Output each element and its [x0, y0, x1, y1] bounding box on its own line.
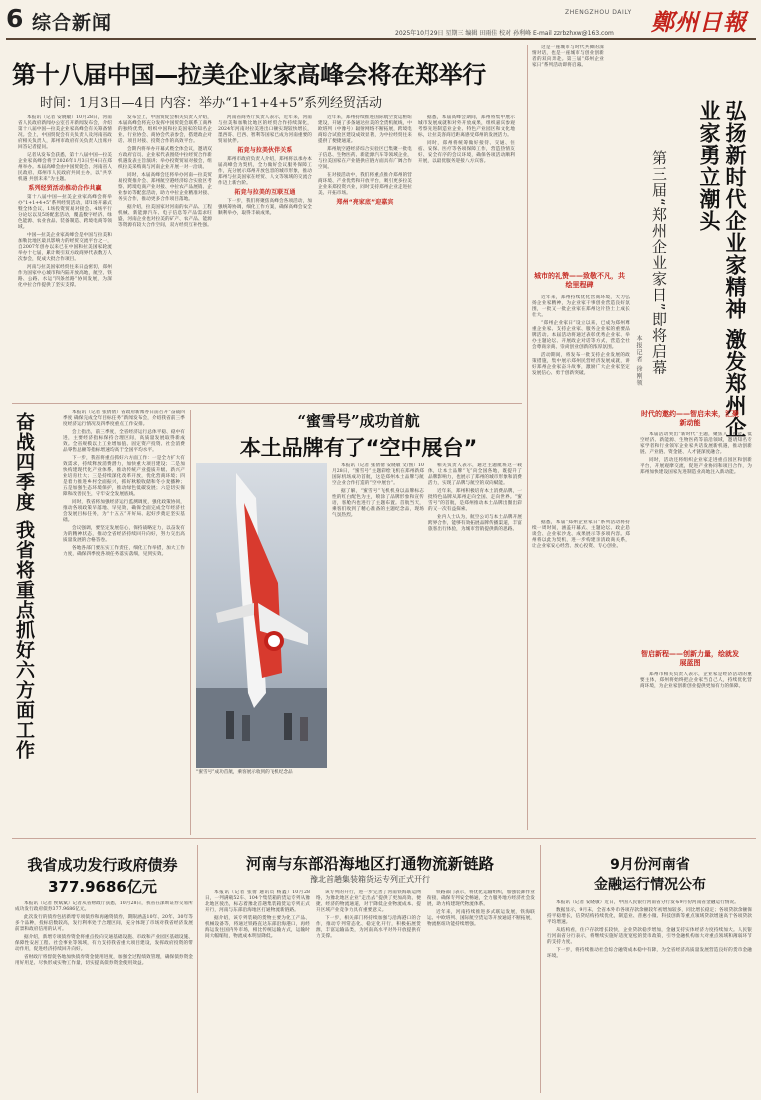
story1-para: 郑州市政府负责人介绍，郑州将以承办本届高峰会为契机，全力做好会议服务保障工作，充分展示郑州开放包容的城市形象，推动郑州与拉美国家在经贸、人文等领域的交流合作迈上新台阶。: [218, 157, 312, 186]
story4-col-b: [640, 432, 752, 632]
story6-para: 此次发行的债券包括新增专项债券和再融资债券，期限涵盖10年、20年、30年等多个品种，投标倍数较高，发行利率处于合理区间，充分体现了市场对我省经济发展前景和政府信用的认可。: [15, 915, 193, 932]
divider: [12, 838, 756, 839]
story3-para: 相关负责人表示，通过主题航班这一载体，让本土品牌“飞”向全国各地，既提升了品牌影响力，也展示了郑州的城市形象和消费活力，实现了品牌与航空的双向赋能。: [428, 463, 522, 486]
story4-col-a: [532, 295, 630, 515]
photo-caption: “蜜雪号”成功首航，乘客展示收到的飞机纪念品: [196, 770, 293, 775]
story4-subhead-1: 城市的礼赞——致敬不凡，共绘里程碑: [534, 272, 625, 289]
story6-title: 我省成功发行政府债券: [27, 856, 178, 874]
story2-para: 同时，我省将加强经济运行监测调度，强化政策协同，推动各项政策早落地、早见效，确保全面完成全年经济社会发展目标任务，为“十五五”开好局、起好步奠定坚实基础。: [63, 500, 185, 523]
divider: [197, 845, 198, 1093]
divider: [540, 845, 541, 1093]
story3-col2: [428, 463, 522, 833]
story6-body: [15, 901, 193, 1091]
story1-col5: [418, 115, 515, 400]
story5-para: 近年来，河南持续推进多式联运发展，铁海联运、中欧班列、国际航空货运等开放通道不断拓展，物流枢纽功能持续增强。: [427, 910, 535, 927]
story4-para: 本届活动突出“新时代”主题，聚焦人工智能、低空经济、新能源、生物医药等前沿领域，邀请知名专家学者和行业领军企业家共话发展新机遇，推动创新链、产业链、资金链、人才链深度融合。: [640, 432, 752, 455]
story1-para: 下一步，我们将聚焦高峰会各项活动，加强统筹协调，细化工作方案，确保高峰会安全顺利举办，取得丰硕成果。: [218, 199, 312, 216]
story4-lead: 这是一座城市与时代共舞的深情对话，也是一座城市与创业创新者的双向奔赴。第三届“郑州企业家日”系列活动即将启幕。: [532, 45, 604, 68]
story6-para: 据介绍，新增专项债券资金将重点投向交通基础设施、市政和产业园区基础设施、保障性安居工程、社会事业等领域，有力支持我省重大项目建设，发挥政府投资的带动作用，促进经济持续回升向好。: [15, 935, 193, 952]
story5-para: 下一步，相关部门将持续加强与沿海港口的合作，推动专列常态化、稳定化开行，积极拓展货源，丰富运输品类，为河南高水平对外开放提供有力支撑。: [316, 916, 421, 939]
story7-para: 数据显示，9月末，全省本外币各项存款余额较年初增加较多，同比增长稳定；各项贷款余额保持平稳增长，信贷结构持续优化，制造业、普惠小微、科技创新等重点领域贷款增速高于各项贷款平均增速。: [547, 908, 752, 925]
story5-col3: [427, 890, 535, 1090]
story4-para: 活动期间，将发布一批支持企业发展的政策措施，集中展示郑州民营经济发展成就，讲好郑州企业家奋斗故事，激励广大企业家坚定发展信心、勇于创新突破。: [532, 353, 630, 376]
divider: [190, 410, 191, 835]
story2-title: 奋战四季度 我省将重点抓好六方面工作: [13, 412, 35, 760]
story1-subtitle: 时间：1月3日—4日 内容：举办“1+1+4+5”系列经贸活动: [40, 96, 382, 111]
story1-col3: [218, 115, 312, 400]
story4-subhead-3: 智启新程——创新力量，绘就发展蓝图: [641, 650, 739, 667]
masthead: [0, 0, 761, 40]
story3-lead: 本报讯（记者 张倩倩 安晓敏 文/图）10月28日，“蜜雪号”主题彩绘飞机在郑州新郑国际机场成功首航，这是郑州本土品牌与航空企业合作打造的“空中展台”。: [332, 463, 424, 486]
story1-subhead-4: 郑州“亮家底”迎嘉宾: [336, 199, 394, 206]
masthead-rule: [6, 38, 756, 40]
story7-title-1: 9月份河南省: [610, 857, 690, 873]
story2-para: 会议强调，要坚定发展信心，保持战略定力，以奋发有为的精神状态，推动全省经济持续回升向好，努力交出高质量发展的合格答卷。: [63, 526, 185, 543]
story4-col-c: [532, 520, 630, 830]
story4-subhead-2: 时代的邀约——智启未来，汇聚新动能: [641, 410, 739, 427]
story3-col0: [196, 784, 327, 834]
story5-lead: 本报讯（记者 张倩 通讯员 杨鑫）10月28日，一列满载52车、104个集装箱的货运专列从豫北地区驶出，标志着豫北首趟集装箱货运专列正式开行，河南与东部沿海地区打通物流新链路。: [205, 890, 310, 913]
story5-para: 据介绍，该专列装载的货物主要为化工产品、机械设备等，将通过铁路直达东部沿海港口，再经海运发往国内外市场，相比传统运输方式，运输时间大幅缩短，物流成本明显降低。: [205, 916, 310, 939]
story3-para: 近年来，郑州积极培育本土消费品牌，一批特色品牌从郑州走向全国、走向世界。“蜜雪号”的首航，是郑州推动本土品牌出圈出彩的又一次有益探索。: [428, 489, 522, 512]
story5-col1: [205, 890, 310, 1090]
story1-para: 郑州航空港经济综合实验区已集聚一批电子信息、生物医药、新能源汽车等领域企业，与拉美国家在产业链供应链方面具有广阔合作空间。: [318, 147, 412, 170]
airplane-photo: [196, 463, 327, 768]
story1-title: 第十八届中国—拉美企业家高峰会将在郑举行: [12, 61, 486, 89]
story2-para: 各地各部门要压实工作责任，细化工作举措，加大工作力度，确保四季度各项任务落实落细，见到实效。: [63, 546, 185, 557]
story1-para: 中国—拉美企业家高峰会是中国与拉美和加勒比地区最具影响力的经贸交流平台之一，自2007年创办以来已在中国和拉美国家轮流举办十七届，累计吸引双方政商界代表数万人次参会，促成大批合作项目。: [18, 233, 112, 262]
story4-para: 同时，活动还将组织企业家走进重点园区和创新平台，开展观摩交流，促进产业协同和项目合作，为郑州加快建设国家先进制造业高地注入新动能。: [640, 458, 752, 475]
story1-para: 同时，郑州将统筹做好接待、交通、住宿、安保、医疗等各项保障工作，营造热情友好、安全有序的会议环境，确保各项活动顺利开展，以最优服务迎接八方宾客。: [418, 141, 515, 164]
story1-subhead-1: 系列经贸活动推动合作共赢: [28, 185, 102, 192]
story3-para: 业内人士认为，航空公司与本土品牌开展跨界合作，能够有效拓展品牌传播渠道，丰富旅客出行体验，为城市营销提供新的思路。: [428, 515, 522, 532]
story1-para: 第十八届中国—拉美企业家高峰会将举办“1+1+4+5”系列经贸活动，即1场开幕式暨全体会议、1场投资贸易对接会、4场平行分论坛以及5场配套活动，覆盖数字经济、绿色能源、农业食品、装备制造、跨境电商等领域。: [18, 195, 112, 230]
story3-kicker: “蜜雪号”成功首航: [297, 412, 420, 430]
story2-para: 下一步，我省将重点抓好六方面工作：一是全力扩大有效需求，持续释放消费潜力，加快重大项目建设；二是加快构建现代化产业体系，推动传统产业提质升级、新兴产业培育壮大；三是持续深化改革开放，优化营商环境；四是着力推进乡村全面振兴，抓好秋粮收储和冬小麦播种；五是加强生态环境保护，推动绿色低碳发展；六是切实保障和改善民生，守牢安全发展底线。: [63, 456, 185, 497]
story3-para: 据了解，“蜜雪号”飞机机身以品牌标志性的红白配色为主，喷涂了品牌形象和宣传语，客舱内也进行了主题布置。首航当天，乘客们收到了精心准备的主题纪念品，现场气氛热烈。: [332, 489, 424, 518]
story1-para: 发布会上，中国贸促会相关负责人介绍，本届高峰会将充分发挥中国贸促会联系工商界的独特优势，组织中国和拉美国家的知名企业、行业协会、商协会代表参会，搭建政企对话、项目对接、投资合作的高效平台。: [118, 115, 212, 144]
story1-subhead-2: 拓竞与拉美伙伴关系: [237, 147, 293, 154]
story1-para: 据悉，本届高峰会期间，郑州将集中展示城市发展成就和对外开放成果，组织嘉宾参观考察先进制造业企业、特色产业园区和文化地标，让拉美客商近距离感受郑州的发展活力。: [418, 115, 515, 138]
airplane-image: [196, 463, 327, 768]
story6-lead: 本报讯（记者 侯斌斌）记者从省财政厅获悉，10月28日，我省在深圳证券交易所成功发行政府债券377.9686亿元。: [15, 901, 193, 912]
story4-intro: [532, 45, 604, 115]
story1-para: 在对接活动中，我们将重点推介郑州的营商环境、产业优势和开放平台，吸引更多拉美企业来郑投资兴业，同时支持郑州企业走进拉美、开拓市场。: [318, 173, 412, 196]
story1-subhead-3: 拓竞与拉美的互联互通: [234, 189, 296, 196]
story1-para: 同时，本届高峰会还将举办河南—拉美贸易投资推介会、郑州航空港经济综合实验区考察、跨境电商产业对接、中拉农产品展销、企业参访等配套活动，助力中拉企业精准对接、务实合作，推动更多合作项目落地。: [118, 173, 212, 202]
story1-para: 河南省商务厅负责人表示，近年来，河南与拉美和加勒比地区的经贸合作持续深化，2024年河南对拉美进出口额实现较快增长，墨西哥、巴西、智利等国家已成为河南重要的贸易伙伴。: [218, 115, 312, 144]
story1-para: 近年来，郑州持续推进国际航空货运枢纽建设，开通了多条通达拉美的全货机航线，中欧班列（中豫号）辐射网络不断拓展，跨境电商综合试验区建设成效显著，为中拉经贸往来提供了便捷通道。: [318, 115, 412, 144]
story7-para: 从结构看，住户存款增长较快，企业贷款稳步增加，金融支持实体经济力度持续加大。人民银行河南省分行表示，将继续实施好适度宽松的货币政策，引导金融机构加大对重点领域和薄弱环节的支持力度。: [547, 928, 752, 945]
story5-subtitle: 豫北首趟集装箱货运专列正式开行: [310, 875, 430, 884]
pinyin-label: ZHENGZHOU DAILY: [565, 9, 632, 16]
dateline: 2025年10月29日 星期三 编辑 田雨佳 校对 孙利峰 E-mail zzrbzhxw@163.com: [395, 30, 614, 37]
story4-para: “郑州企业家日”设立以来，已成为郑州尊重企业家、支持企业家、服务企业家的重要品牌活动。本届活动将通过表彰优秀企业家、举办主题论坛、开展政企对话等方式，营造全社会尊商亲商、崇尚创业创新的浓厚氛围。: [532, 321, 630, 350]
story3-title: 本土品牌有了“空中展台”: [239, 436, 478, 460]
story2-para: 会上指出，前三季度，全省经济运行总体平稳、稳中有进，主要经济指标保持合理区间，高质量发展取得新成效。全省规模以上工业增加值、固定资产投资、社会消费品零售总额等指标增速均高于全国平均水平。: [63, 430, 185, 453]
story4-byline: 本报记者 徐刚领: [635, 335, 642, 387]
story6-amount: 377.9686亿元: [48, 878, 157, 896]
story1-para: 河南与拉美国家经贸往来日益密切，郑州作为国家中心城市和内陆开放高地，航空、铁路、公路、水运“四条丝路”协同发展，为深化中拉合作提供了坚实支撑。: [18, 265, 112, 288]
story1-col4: [318, 115, 412, 400]
story4-para: 郑州市相关负责人表示，企业家是经济活动的重要主体，郑州将始终把企业家当自己人，持续优化营商环境，为企业家创新创业提供更加有力的保障。: [640, 672, 752, 689]
story4-col-d: [640, 672, 752, 830]
story5-para: 该专列的开行，进一步完善了河南铁海联运网络，为豫北地区企业“走出去”提供了更加高效、便捷、经济的物流通道，对于降低企业物流成本、提升区域产业竞争力具有重要意义。: [316, 890, 421, 913]
story4-subtitle: 第三届“郑州企业家日”即将启幕: [650, 150, 668, 376]
story3-col1: [332, 463, 424, 833]
story2-body: [63, 410, 185, 835]
story7-para: 下一步，将持续推动社会综合融资成本稳中有降，为全省经济高质量发展营造良好的货币金融环境。: [547, 948, 752, 959]
story1-lead: 本报讯（记者 安晓敏）10月28日，河南省人民政府新闻办公室召开新闻发布会，介绍第十八届中国—拉美企业家高峰会有关筹备情况。会上，中国贸促会有关负责人及河南省政府相关负责人，郑州市政府有关负责人出席并回答记者提问。: [18, 115, 112, 150]
story5-para: 铁路部门表示，将优化运输组织，加强装卸作业衔接，确保专列安全畅通，全力服务地方经济社会发展，助力构建现代物流体系。: [427, 890, 535, 907]
section-name: 综合新闻: [32, 12, 113, 34]
story6-para: 省财政厅将督促各地加快债券资金使用进度，加强全过程绩效管理，确保债券资金用好用足、尽快形成实物工作量，切实提高债券资金使用效益。: [15, 955, 193, 966]
story1-para: 据介绍，拉美国家对河南的农产品、工程机械、新能源汽车、电子信息等产品需求旺盛，河南企业也对拉美的矿产、农产品、能源等资源有较大合作空间，双方经贸互补性强。: [118, 205, 212, 228]
story4-para: 近年来，郑州持续优化营商环境，大力弘扬企业家精神，为企业家干事创业营造良好氛围，一批又一批企业家在郑州这片热土上成长壮大。: [532, 295, 630, 318]
story7-body: [547, 900, 752, 1092]
story1-para: 会期内将举办开幕式暨全体会议，邀请双方政府官员、企业家代表围绕中拉经贸合作新机遇发表主旨演讲；举办投资贸易对接会，组织拉美采购商与河南企业开展一对一洽谈。: [118, 147, 212, 170]
story4-title: 弘扬新时代企业家精神 激发郑州企业家勇立潮头: [697, 100, 747, 439]
story4-para: 据悉，本届“郑州企业家日”系列活动将持续一周时间，涵盖开幕式、主题论坛、政企恳谈会、企业家沙龙、成果展示等多项内容。郑州将以此为契机，进一步构建亲清政商关系，让企业家安心经营、放心投资、专心创业。: [532, 520, 630, 549]
story7-title-2: 金融运行情况公布: [594, 877, 706, 893]
story1-col1: [18, 115, 112, 400]
story1-col2: [118, 115, 212, 400]
divider: [12, 403, 522, 404]
story2-lead: 本报讯（记者 张倩倩）省政府新闻办日前召开“奋战四季度 确保完成全年目标任务”新闻发布会，介绍我省前三季度经济运行情况及四季度重点工作安排。: [63, 410, 185, 427]
story5-title: 河南与东部沿海地区打通物流新链路: [245, 855, 494, 873]
divider: [527, 45, 528, 830]
story5-col2: [316, 890, 421, 1090]
story7-lead: 本报讯（记者 安晓敏）近日，中国人民银行河南省分行发布9月份河南省金融运行情况。: [556, 900, 739, 905]
story1-para: 记者从发布会获悉，第十八届中国—拉美企业家高峰会将于2026年1月3日至4日在郑州举办。本届高峰会由中国贸促会、河南省人民政府、郑州市人民政府共同主办，以“共享机遇 共创未来”为主题。: [18, 153, 112, 182]
page-number: 6: [6, 4, 24, 33]
newspaper-logo: 鄭州日報: [651, 9, 747, 36]
